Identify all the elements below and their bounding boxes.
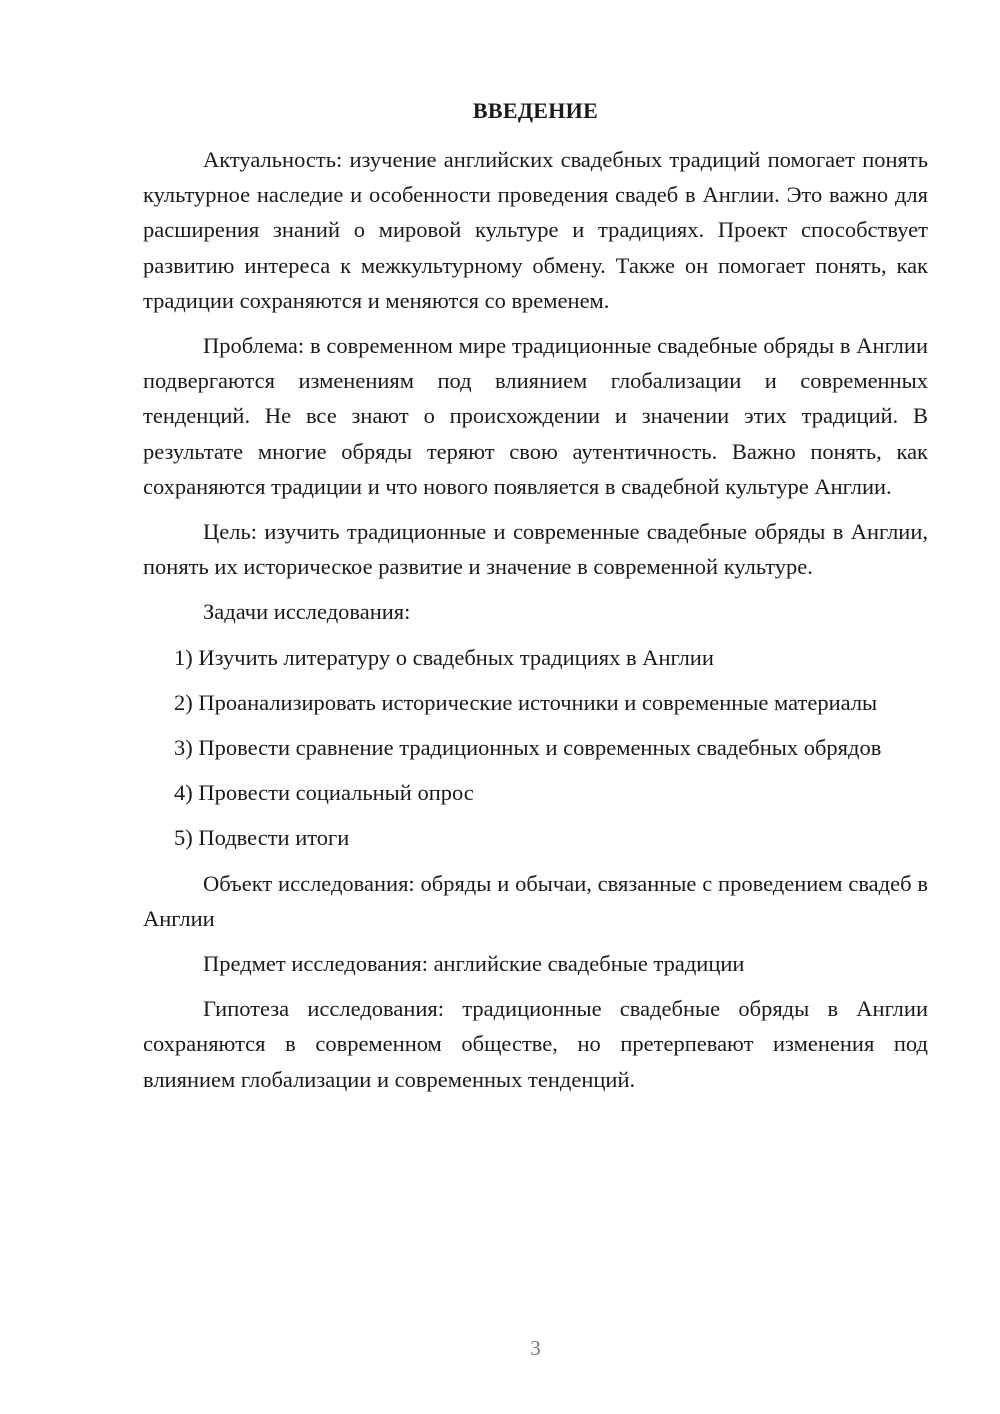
task-item: 2) Проанализировать исторические источники и современные материалы bbox=[174, 689, 878, 715]
task-item: 5) Подвести итоги bbox=[174, 825, 350, 851]
document-page bbox=[143, 0, 928, 1414]
task-item: 1) Изучить литературу о свадебных традициях в Англии bbox=[174, 644, 714, 670]
tasks-heading: Задачи исследования: bbox=[203, 599, 411, 625]
task-item: 3) Провести сравнение традиционных и современных свадебных обрядов bbox=[174, 735, 882, 761]
task-item: 4) Провести социальный опрос bbox=[174, 780, 474, 806]
paragraph-hypothesis: Гипотеза исследования: традиционные свадебные обряды в Англии сохраняются в современном обществе, но претерпевают изменения под влиянием глобализации и современных тенденций. bbox=[143, 996, 928, 1092]
page-number: 3 bbox=[530, 1336, 541, 1360]
document-body bbox=[143, 142, 928, 1107]
page-title: ВВЕДЕНИЕ bbox=[472, 98, 599, 123]
paragraph-object: Объект исследования: обряды и обычаи, связанные с проведением свадеб в Англии bbox=[143, 870, 928, 931]
paragraph-goal: Цель: изучить традиционные и современные свадебные обряды в Англии, понять их историческое развитие и значение в современной культуре. bbox=[143, 519, 928, 580]
paragraph-subject: Предмет исследования: английские свадебные традиции bbox=[203, 951, 745, 977]
paragraph-problem: Проблема: в современном мире традиционные свадебные обряды в Англии подвергаются изменениям под влиянием глобализации и современных тенденций. Не все знают о происхождении и значении этих традиций. В результате многие обряды теряют свою аутентичность. Важно понять, как сохраняются традиции и что нового появляется в свадебной культуре Англии. bbox=[143, 333, 928, 499]
paragraph-relevance: Актуальность: изучение английских свадебных традиций помогает понять культурное наследие и особенности проведения свадеб в Англии. Это важно для расширения знаний о мировой культуре и традициях. Проект способствует развитию интереса к межкультурному обмену. Также он помогает понять, как традиции сохраняются и меняются со временем. bbox=[143, 147, 928, 313]
